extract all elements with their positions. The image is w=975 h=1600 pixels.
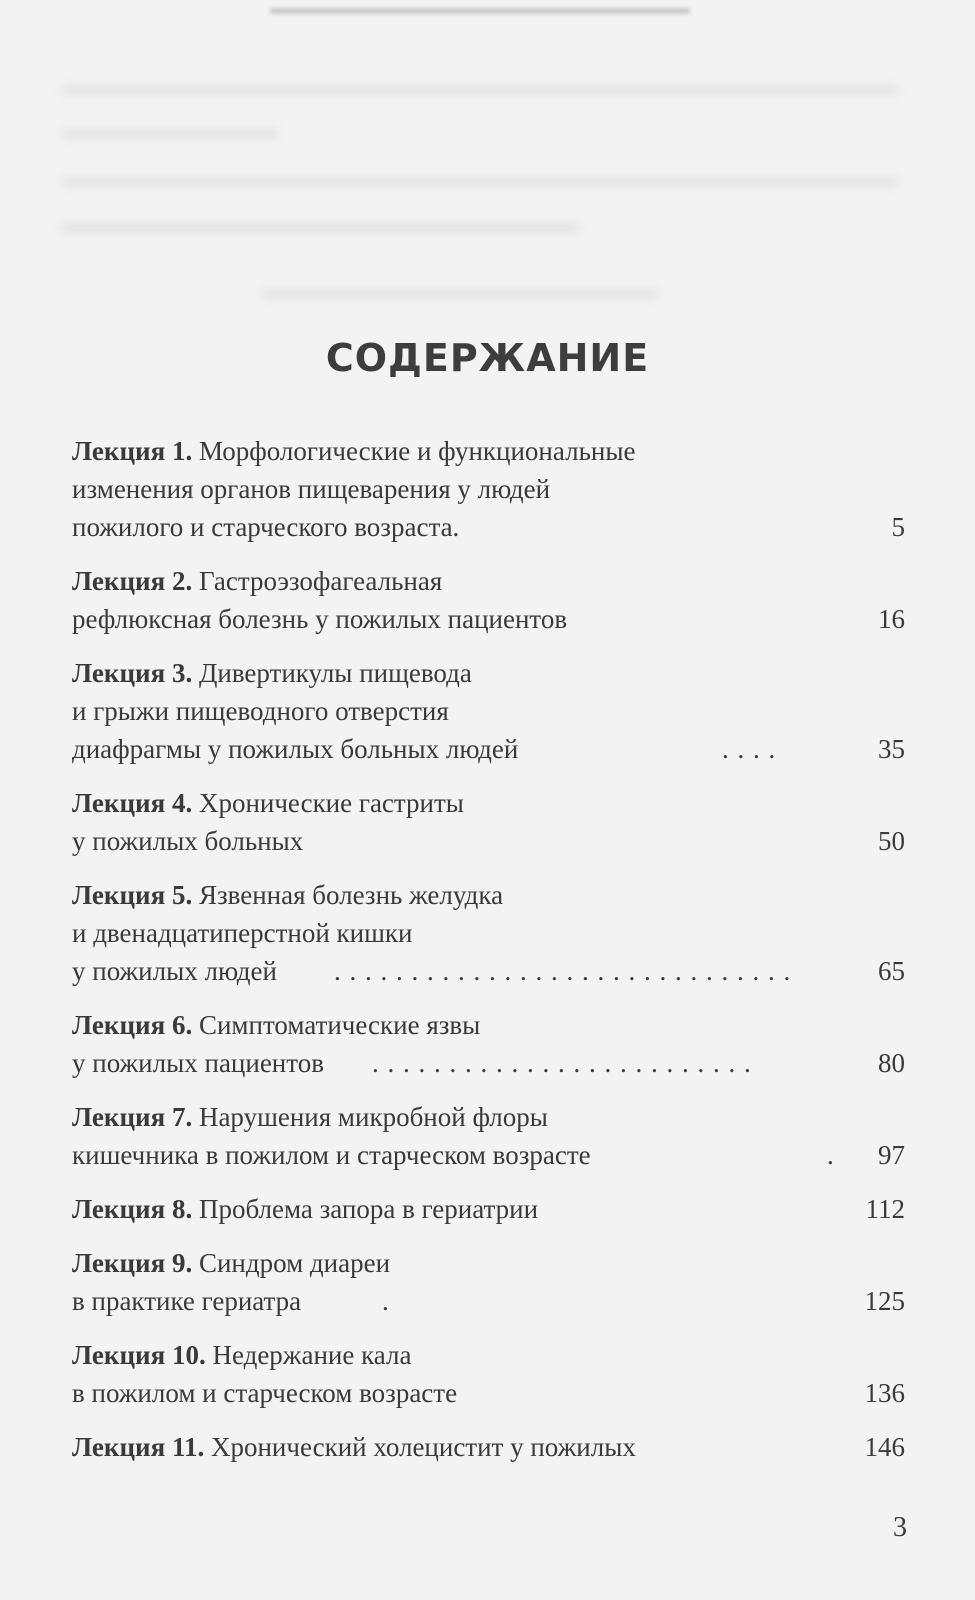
lecture-title: Проблема запора в гериатрии	[198, 1194, 539, 1224]
lecture-number: Лекция 6.	[72, 1010, 193, 1040]
page-reference: 5	[891, 512, 905, 542]
lecture-number: Лекция 7.	[72, 1102, 193, 1132]
toc-entry[interactable]	[72, 784, 905, 860]
leader-dots: .	[382, 1286, 390, 1316]
lecture-title: Дивертикулы пищевода	[198, 658, 472, 688]
toc-entry[interactable]	[72, 1428, 905, 1466]
toc-entry[interactable]	[72, 1190, 905, 1228]
lecture-title-line: в пожилом и старческом возрасте	[72, 1378, 458, 1408]
page-reference: 136	[864, 1378, 905, 1408]
lecture-title: Морфологические и функциональные	[198, 436, 636, 466]
lecture-title: Хронические гастриты	[198, 788, 464, 818]
toc-entry[interactable]	[72, 1244, 905, 1320]
leader-dots: . . . . . . . . . . . . . . . . . . . . . . . . .	[372, 1048, 752, 1078]
bleed-through-line	[60, 84, 900, 96]
lecture-title: Язвенная болезнь желудка	[198, 880, 504, 910]
bleed-through-line	[60, 222, 580, 234]
lecture-title-line: в практике гериатра	[72, 1286, 302, 1316]
page-title: СОДЕРЖАНИЕ	[325, 336, 650, 380]
page-reference: 65	[878, 956, 905, 986]
page-reference: 80	[878, 1048, 905, 1078]
lecture-title: Недержание кала	[212, 1340, 412, 1370]
lecture-number: Лекция 2.	[72, 566, 193, 596]
lecture-title-line: и грыжи пищеводного отверстия	[72, 696, 449, 726]
lecture-title-line: кишечника в пожилом и старческом возрасте	[72, 1140, 591, 1170]
lecture-title-line: и двенадцатиперстной кишки	[72, 918, 413, 948]
lecture-number: Лекция 11.	[72, 1432, 205, 1462]
page-reference: 50	[878, 826, 905, 856]
leader-dots: . . . . . . . . . . . . . . . . . . . . . . . . . . . . . .	[334, 956, 792, 986]
lecture-title: Хронический холецистит у пожилых	[210, 1432, 636, 1462]
bleed-through-rule	[270, 8, 690, 14]
lecture-title: Нарушения микробной флоры	[198, 1102, 548, 1132]
bleed-through-line	[60, 176, 900, 188]
lecture-number: Лекция 8.	[72, 1194, 193, 1224]
leader-dots: . . . .	[722, 734, 777, 764]
lecture-number: Лекция 1.	[72, 436, 193, 466]
page-reference: 97	[878, 1140, 905, 1170]
lecture-number: Лекция 4.	[72, 788, 193, 818]
lecture-number: Лекция 9.	[72, 1248, 193, 1278]
lecture-title-line: диафрагмы у пожилых больных людей	[72, 734, 519, 764]
toc-entry[interactable]	[72, 1336, 905, 1412]
bleed-through-line	[60, 128, 280, 140]
lecture-title-line: у пожилых больных	[72, 826, 304, 856]
toc-entry[interactable]	[72, 432, 905, 546]
lecture-title: Гастроэзофагеальная	[198, 566, 443, 596]
lecture-title-line: пожилого и старческого возраста.	[72, 512, 460, 542]
lecture-title-line: рефлюксная болезнь у пожилых пациентов	[72, 604, 568, 634]
page-reference: 125	[864, 1286, 905, 1316]
toc-entry[interactable]	[72, 1098, 905, 1174]
page-reference: 35	[878, 734, 905, 764]
leader-dots: .	[827, 1140, 835, 1170]
lecture-title: Синдром диареи	[198, 1248, 391, 1278]
lecture-number: Лекция 10.	[72, 1340, 206, 1370]
toc-entry[interactable]	[72, 654, 905, 768]
page-reference: 16	[878, 604, 905, 634]
bleed-through-line	[260, 288, 660, 300]
toc-entry[interactable]	[72, 562, 905, 638]
toc-entry[interactable]	[72, 1006, 905, 1082]
toc-entry[interactable]	[72, 876, 905, 990]
lecture-title-line: у пожилых людей	[72, 956, 277, 986]
page-reference: 112	[865, 1194, 905, 1224]
page-number: 3	[893, 1512, 907, 1543]
lecture-title-line: у пожилых пациентов	[72, 1048, 324, 1078]
lecture-title-line: изменения органов пищеварения у людей	[72, 474, 551, 504]
lecture-title: Симптоматические язвы	[198, 1010, 481, 1040]
lecture-number: Лекция 3.	[72, 658, 193, 688]
table-of-contents	[72, 432, 905, 1482]
page-reference: 146	[864, 1432, 905, 1462]
lecture-number: Лекция 5.	[72, 880, 193, 910]
